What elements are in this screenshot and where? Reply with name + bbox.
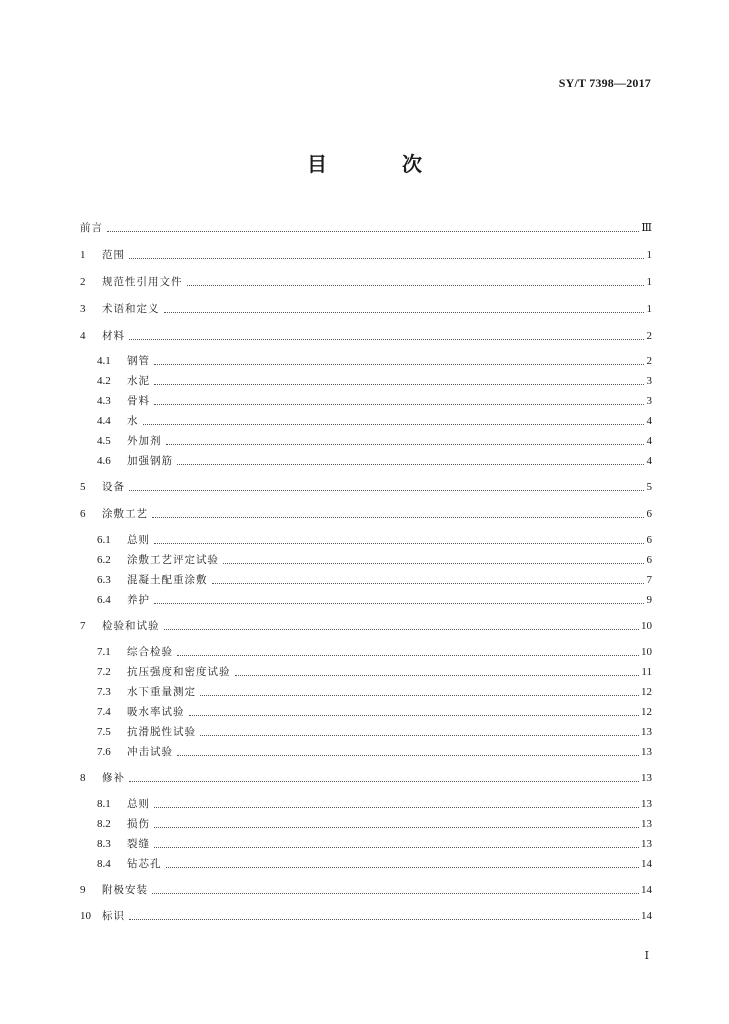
toc-dot-leader	[189, 714, 640, 716]
toc-entry[interactable]	[80, 883, 652, 897]
toc-entry[interactable]	[80, 221, 652, 235]
toc-entry-label: 冲击试验	[127, 746, 173, 758]
toc-entry[interactable]	[97, 837, 652, 851]
toc-dot-leader	[154, 806, 639, 808]
toc-entry-number: 7.3	[97, 686, 111, 698]
toc-entry-page: 9	[646, 594, 652, 606]
toc-entry-number: 8.3	[97, 838, 111, 850]
toc-entry-number: 4.3	[97, 395, 111, 407]
toc-dot-leader	[177, 654, 639, 656]
toc-entry-label: 抗压强度和密度试验	[127, 666, 231, 678]
toc-entry-page: 6	[646, 554, 652, 566]
toc-dot-leader	[223, 562, 644, 564]
toc-entry-number: 7.2	[97, 666, 111, 678]
toc-entry[interactable]	[97, 797, 652, 811]
toc-entry-page: 4	[646, 435, 652, 447]
toc-dot-leader	[129, 338, 644, 340]
toc-entry-label: 水下重量测定	[127, 686, 196, 698]
toc-dot-leader	[166, 443, 645, 445]
toc-entry-number: 6	[80, 508, 86, 520]
toc-entry-page: 10	[641, 620, 652, 632]
toc-dot-leader	[129, 489, 644, 491]
toc-entry[interactable]	[80, 507, 652, 521]
toc-entry-number: 7.1	[97, 646, 111, 658]
toc-entry-label: 混凝土配重涂敷	[127, 574, 208, 586]
toc-entry-page: 2	[646, 330, 652, 342]
toc-dot-leader	[154, 403, 644, 405]
toc-entry-label: 加强钢筋	[127, 455, 173, 467]
toc-entry-number: 4	[80, 330, 86, 342]
toc-entry-label: 水泥	[127, 375, 150, 387]
toc-entry-number: 6.3	[97, 574, 111, 586]
toc-entry-label: 总则	[127, 798, 150, 810]
toc-entry-page: 13	[641, 772, 652, 784]
toc-entry-page: 13	[641, 818, 652, 830]
toc-entry[interactable]	[97, 665, 652, 679]
toc-entry-number: 4.1	[97, 355, 111, 367]
toc-dot-leader	[129, 918, 639, 920]
toc-entry-label: 检验和试验	[102, 620, 160, 632]
toc-entry-page: 13	[641, 798, 652, 810]
toc-entry[interactable]	[80, 771, 652, 785]
toc-entry-page: 4	[646, 455, 652, 467]
page-number: Ⅰ	[644, 950, 649, 962]
toc-entry[interactable]	[97, 354, 652, 368]
toc-entry-label: 外加剂	[127, 435, 162, 447]
toc-entry-number: 1	[80, 249, 86, 261]
toc-entry-page: 2	[646, 355, 652, 367]
toc-entry[interactable]	[97, 533, 652, 547]
toc-entry-page: 12	[641, 706, 652, 718]
toc-entry-label: 涂敷工艺	[102, 508, 148, 520]
toc-entry-page: Ⅲ	[641, 222, 652, 234]
toc-entry-page: 14	[641, 858, 652, 870]
toc-entry-label: 骨料	[127, 395, 150, 407]
toc-dot-leader	[200, 734, 639, 736]
toc-entry-page: 10	[641, 646, 652, 658]
toc-dot-leader	[177, 463, 644, 465]
toc-entry[interactable]	[97, 745, 652, 759]
toc-entry[interactable]	[97, 645, 652, 659]
toc-entry-page: 1	[646, 276, 652, 288]
toc-entry-label: 综合检验	[127, 646, 173, 658]
toc-entry-number: 7.4	[97, 706, 111, 718]
toc-entry-page: 11	[641, 666, 652, 678]
toc-dot-leader	[154, 826, 639, 828]
toc-entry-number: 10	[80, 910, 91, 922]
toc-entry-number: 8.1	[97, 798, 111, 810]
toc-entry-page: 12	[641, 686, 652, 698]
toc-entry[interactable]	[80, 302, 652, 316]
toc-entry[interactable]	[97, 857, 652, 871]
toc-dot-leader	[154, 602, 644, 604]
toc-dot-leader	[187, 284, 645, 286]
toc-entry[interactable]	[80, 329, 652, 343]
toc-entry[interactable]	[80, 619, 652, 633]
toc-dot-leader	[129, 257, 644, 259]
toc-entry-page: 13	[641, 838, 652, 850]
toc-entry-page: 3	[646, 395, 652, 407]
toc-entry[interactable]	[97, 705, 652, 719]
toc-entry-label: 涂敷工艺评定试验	[127, 554, 219, 566]
toc-entry-number: 6.4	[97, 594, 111, 606]
toc-entry-label: 吸水率试验	[127, 706, 185, 718]
toc-entry-label: 材料	[102, 330, 125, 342]
toc-entry-label: 总则	[127, 534, 150, 546]
toc-entry[interactable]	[80, 248, 652, 262]
toc-entry[interactable]	[97, 573, 652, 587]
toc-entry-number: 7	[80, 620, 86, 632]
toc-entry-number: 4.5	[97, 435, 111, 447]
toc-entry-page: 6	[646, 534, 652, 546]
toc-dot-leader	[212, 582, 645, 584]
toc-entry-label: 钢管	[127, 355, 150, 367]
toc-entry-page: 14	[641, 884, 652, 896]
toc-entry[interactable]	[97, 394, 652, 408]
toc-dot-leader	[164, 628, 640, 630]
toc-dot-leader	[200, 694, 639, 696]
toc-entry-label: 设备	[102, 481, 125, 493]
toc-entry-page: 13	[641, 726, 652, 738]
toc-dot-leader	[107, 230, 639, 232]
toc-entry-label: 水	[127, 415, 139, 427]
toc-entry-number: 8	[80, 772, 86, 784]
toc-dot-leader	[152, 892, 639, 894]
page-title: 目 次	[307, 152, 456, 176]
toc-dot-leader	[164, 311, 645, 313]
toc-dot-leader	[166, 866, 640, 868]
toc-entry-label: 抗滑脱性试验	[127, 726, 196, 738]
standard-code: SY/T 7398—2017	[558, 76, 651, 90]
toc-entry-number: 4.4	[97, 415, 111, 427]
toc-entry-label: 养护	[127, 594, 150, 606]
toc-entry-page: 1	[646, 303, 652, 315]
toc-entry-number: 8.4	[97, 858, 111, 870]
toc-entry[interactable]	[80, 480, 652, 494]
toc-entry[interactable]	[97, 414, 652, 428]
toc-entry-label: 术语和定义	[102, 303, 160, 315]
toc-entry[interactable]	[97, 553, 652, 567]
toc-entry[interactable]	[80, 909, 652, 923]
toc-entry-number: 9	[80, 884, 86, 896]
toc-dot-leader	[154, 383, 644, 385]
toc-dot-leader	[129, 780, 639, 782]
toc-entry-number: 4.6	[97, 455, 111, 467]
toc-entry[interactable]	[97, 593, 652, 607]
toc-entry-number: 7.5	[97, 726, 111, 738]
toc-entry-label: 标识	[102, 910, 125, 922]
toc-entry[interactable]	[97, 454, 652, 468]
toc-entry[interactable]	[80, 275, 652, 289]
toc-entry-page: 14	[641, 910, 652, 922]
toc-entry-label: 前言	[80, 222, 103, 234]
toc-entry-page: 1	[646, 249, 652, 261]
toc-entry-number: 6.1	[97, 534, 111, 546]
toc-entry[interactable]	[97, 725, 652, 739]
toc-dot-leader	[152, 516, 644, 518]
toc-entry-number: 5	[80, 481, 86, 493]
toc-entry-page: 4	[646, 415, 652, 427]
toc-entry[interactable]	[97, 817, 652, 831]
toc-dot-leader	[235, 674, 640, 676]
toc-entry-page: 3	[646, 375, 652, 387]
toc-entry-label: 范围	[102, 249, 125, 261]
toc-entry-label: 修补	[102, 772, 125, 784]
toc-entry-label: 裂缝	[127, 838, 150, 850]
toc-dot-leader	[154, 846, 639, 848]
toc-entry-label: 附极安装	[102, 884, 148, 896]
toc-entry[interactable]	[97, 434, 652, 448]
toc-entry[interactable]	[97, 685, 652, 699]
toc-dot-leader	[143, 423, 645, 425]
toc-dot-leader	[154, 542, 644, 544]
toc-entry-number: 6.2	[97, 554, 111, 566]
toc-entry-number: 8.2	[97, 818, 111, 830]
toc-entry-page: 13	[641, 746, 652, 758]
toc-entry-page: 7	[646, 574, 652, 586]
toc-dot-leader	[154, 363, 644, 365]
toc-entry-number: 3	[80, 303, 86, 315]
toc-entry-number: 4.2	[97, 375, 111, 387]
toc-entry-label: 损伤	[127, 818, 150, 830]
toc-entry-page: 6	[646, 508, 652, 520]
toc-dot-leader	[177, 754, 639, 756]
toc-entry-number: 2	[80, 276, 86, 288]
toc-entry[interactable]	[97, 374, 652, 388]
toc-entry-label: 钻芯孔	[127, 858, 162, 870]
toc-entry-label: 规范性引用文件	[102, 276, 183, 288]
toc-entry-page: 5	[646, 481, 652, 493]
toc-entry-number: 7.6	[97, 746, 111, 758]
